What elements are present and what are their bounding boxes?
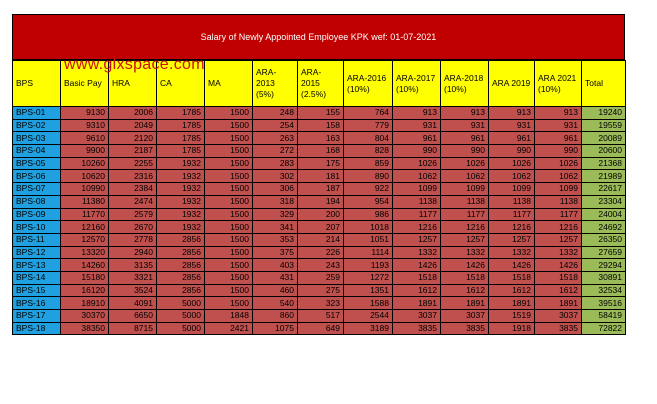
column-header: Total: [582, 61, 626, 107]
value-cell: 2049: [109, 119, 157, 132]
value-cell: 1138: [393, 195, 441, 208]
value-cell: 1500: [205, 259, 253, 272]
value-cell: 263: [253, 132, 298, 145]
total-cell: 19559: [582, 119, 626, 132]
value-cell: 931: [441, 119, 489, 132]
value-cell: 1272: [344, 271, 393, 284]
value-cell: 353: [253, 233, 298, 246]
value-cell: 2421: [205, 322, 253, 335]
value-cell: 764: [344, 107, 393, 120]
value-cell: 2778: [109, 233, 157, 246]
value-cell: 375: [253, 246, 298, 259]
value-cell: 1332: [489, 246, 535, 259]
value-cell: 3037: [393, 310, 441, 323]
value-cell: 1500: [205, 157, 253, 170]
value-cell: 931: [535, 119, 582, 132]
value-cell: 1932: [157, 221, 205, 234]
value-cell: 431: [253, 271, 298, 284]
value-cell: 10260: [61, 157, 109, 170]
value-cell: 3037: [535, 310, 582, 323]
value-cell: 1500: [205, 183, 253, 196]
total-cell: 27659: [582, 246, 626, 259]
value-cell: 860: [253, 310, 298, 323]
total-cell: 39516: [582, 297, 626, 310]
value-cell: 954: [344, 195, 393, 208]
table-row: [13, 107, 626, 120]
value-cell: 1588: [344, 297, 393, 310]
value-cell: 1891: [535, 297, 582, 310]
value-cell: 1216: [441, 221, 489, 234]
value-cell: 804: [344, 132, 393, 145]
value-cell: 11770: [61, 208, 109, 221]
bps-cell: BPS-01: [13, 107, 61, 120]
value-cell: 4091: [109, 297, 157, 310]
value-cell: 1216: [393, 221, 441, 234]
table-row: [13, 284, 626, 297]
value-cell: 1051: [344, 233, 393, 246]
value-cell: 12570: [61, 233, 109, 246]
column-header: BPS: [13, 61, 61, 107]
value-cell: 3135: [109, 259, 157, 272]
bps-cell: BPS-09: [13, 208, 61, 221]
value-cell: 922: [344, 183, 393, 196]
value-cell: 1500: [205, 170, 253, 183]
value-cell: 272: [253, 145, 298, 158]
total-cell: 58419: [582, 310, 626, 323]
bps-cell: BPS-06: [13, 170, 61, 183]
value-cell: 1500: [205, 208, 253, 221]
value-cell: 16120: [61, 284, 109, 297]
value-cell: 9900: [61, 145, 109, 158]
value-cell: 11380: [61, 195, 109, 208]
bps-cell: BPS-15: [13, 284, 61, 297]
table-row: [13, 271, 626, 284]
value-cell: 9130: [61, 107, 109, 120]
value-cell: 155: [298, 107, 344, 120]
value-cell: 5000: [157, 310, 205, 323]
value-cell: 9610: [61, 132, 109, 145]
value-cell: 403: [253, 259, 298, 272]
value-cell: 168: [298, 145, 344, 158]
value-cell: 1500: [205, 145, 253, 158]
value-cell: 3524: [109, 284, 157, 297]
column-header: ARA-2015 (2.5%): [298, 61, 344, 107]
table-body: [13, 107, 626, 335]
value-cell: 3835: [441, 322, 489, 335]
value-cell: 1351: [344, 284, 393, 297]
value-cell: 1257: [535, 233, 582, 246]
value-cell: 961: [535, 132, 582, 145]
table-row: [13, 119, 626, 132]
value-cell: 1500: [205, 233, 253, 246]
bps-cell: BPS-18: [13, 322, 61, 335]
value-cell: 1099: [393, 183, 441, 196]
value-cell: 2670: [109, 221, 157, 234]
value-cell: 248: [253, 107, 298, 120]
total-cell: 72822: [582, 322, 626, 335]
value-cell: 341: [253, 221, 298, 234]
value-cell: 1891: [441, 297, 489, 310]
bps-cell: BPS-12: [13, 246, 61, 259]
value-cell: 859: [344, 157, 393, 170]
column-header: ARA-2018 (10%): [441, 61, 489, 107]
table-row: [13, 246, 626, 259]
value-cell: 1518: [535, 271, 582, 284]
value-cell: 1177: [441, 208, 489, 221]
value-cell: 1018: [344, 221, 393, 234]
value-cell: 1426: [489, 259, 535, 272]
column-header: ARA-2017 (10%): [393, 61, 441, 107]
table-row: [13, 157, 626, 170]
bps-cell: BPS-13: [13, 259, 61, 272]
value-cell: 1332: [393, 246, 441, 259]
total-cell: 22617: [582, 183, 626, 196]
table-row: [13, 208, 626, 221]
table-row: [13, 183, 626, 196]
total-cell: 19240: [582, 107, 626, 120]
value-cell: 1918: [489, 322, 535, 335]
value-cell: 1099: [441, 183, 489, 196]
value-cell: 1500: [205, 271, 253, 284]
value-cell: 1332: [441, 246, 489, 259]
value-cell: 2316: [109, 170, 157, 183]
value-cell: 931: [393, 119, 441, 132]
value-cell: 931: [489, 119, 535, 132]
table-row: [13, 145, 626, 158]
value-cell: 2120: [109, 132, 157, 145]
column-header: ARA-2013 (5%): [253, 61, 298, 107]
value-cell: 1099: [489, 183, 535, 196]
value-cell: 540: [253, 297, 298, 310]
value-cell: 1932: [157, 208, 205, 221]
value-cell: 1932: [157, 170, 205, 183]
column-header: ARA-2016 (10%): [344, 61, 393, 107]
value-cell: 913: [441, 107, 489, 120]
value-cell: 1519: [489, 310, 535, 323]
value-cell: 181: [298, 170, 344, 183]
value-cell: 1257: [441, 233, 489, 246]
value-cell: 10990: [61, 183, 109, 196]
column-header: HRA: [109, 61, 157, 107]
value-cell: 1500: [205, 284, 253, 297]
column-header: ARA 2021 (10%): [535, 61, 582, 107]
column-header: Basic Pay: [61, 61, 109, 107]
value-cell: 12160: [61, 221, 109, 234]
total-cell: 32534: [582, 284, 626, 297]
table-row: [13, 195, 626, 208]
value-cell: 961: [393, 132, 441, 145]
value-cell: 323: [298, 297, 344, 310]
value-cell: 1500: [205, 297, 253, 310]
bps-cell: BPS-02: [13, 119, 61, 132]
value-cell: 2856: [157, 246, 205, 259]
value-cell: 1518: [489, 271, 535, 284]
value-cell: 1500: [205, 132, 253, 145]
total-cell: 30891: [582, 271, 626, 284]
value-cell: 1848: [205, 310, 253, 323]
value-cell: 1026: [535, 157, 582, 170]
value-cell: 2384: [109, 183, 157, 196]
salary-sheet: [12, 14, 625, 335]
value-cell: 5000: [157, 297, 205, 310]
value-cell: 1785: [157, 107, 205, 120]
value-cell: 13320: [61, 246, 109, 259]
value-cell: 2255: [109, 157, 157, 170]
value-cell: 1216: [489, 221, 535, 234]
table-row: [13, 170, 626, 183]
value-cell: 15180: [61, 271, 109, 284]
value-cell: 194: [298, 195, 344, 208]
value-cell: 275: [298, 284, 344, 297]
value-cell: 1257: [489, 233, 535, 246]
value-cell: 2187: [109, 145, 157, 158]
table-row: [13, 132, 626, 145]
value-cell: 163: [298, 132, 344, 145]
column-header: ARA 2019: [489, 61, 535, 107]
bps-cell: BPS-17: [13, 310, 61, 323]
value-cell: 1332: [535, 246, 582, 259]
value-cell: 2474: [109, 195, 157, 208]
value-cell: 1891: [393, 297, 441, 310]
value-cell: 5000: [157, 322, 205, 335]
value-cell: 1177: [489, 208, 535, 221]
value-cell: 1075: [253, 322, 298, 335]
value-cell: 2856: [157, 271, 205, 284]
value-cell: 961: [441, 132, 489, 145]
value-cell: 2579: [109, 208, 157, 221]
value-cell: 1426: [393, 259, 441, 272]
value-cell: 329: [253, 208, 298, 221]
value-cell: 1138: [489, 195, 535, 208]
value-cell: 1932: [157, 157, 205, 170]
value-cell: 2856: [157, 259, 205, 272]
value-cell: 2856: [157, 233, 205, 246]
value-cell: 990: [489, 145, 535, 158]
value-cell: 460: [253, 284, 298, 297]
bps-cell: BPS-11: [13, 233, 61, 246]
value-cell: 306: [253, 183, 298, 196]
value-cell: 1177: [393, 208, 441, 221]
value-cell: 3189: [344, 322, 393, 335]
value-cell: 158: [298, 119, 344, 132]
value-cell: 1062: [393, 170, 441, 183]
table-row: [13, 297, 626, 310]
value-cell: 1138: [535, 195, 582, 208]
value-cell: 1518: [441, 271, 489, 284]
total-cell: 24004: [582, 208, 626, 221]
value-cell: 1518: [393, 271, 441, 284]
table-row: [13, 233, 626, 246]
value-cell: 1193: [344, 259, 393, 272]
column-header: CA: [157, 61, 205, 107]
value-cell: 2006: [109, 107, 157, 120]
bps-cell: BPS-04: [13, 145, 61, 158]
value-cell: 1138: [441, 195, 489, 208]
value-cell: 990: [535, 145, 582, 158]
value-cell: 1500: [205, 119, 253, 132]
value-cell: 1612: [535, 284, 582, 297]
value-cell: 3321: [109, 271, 157, 284]
value-cell: 1062: [441, 170, 489, 183]
value-cell: 1932: [157, 183, 205, 196]
value-cell: 226: [298, 246, 344, 259]
total-cell: 21368: [582, 157, 626, 170]
value-cell: 779: [344, 119, 393, 132]
value-cell: 1062: [535, 170, 582, 183]
value-cell: 14260: [61, 259, 109, 272]
bps-cell: BPS-05: [13, 157, 61, 170]
value-cell: 9310: [61, 119, 109, 132]
value-cell: 913: [489, 107, 535, 120]
sheet-title-bar: [12, 14, 625, 60]
value-cell: 890: [344, 170, 393, 183]
value-cell: 200: [298, 208, 344, 221]
value-cell: 1026: [441, 157, 489, 170]
value-cell: 1500: [205, 107, 253, 120]
value-cell: 1785: [157, 119, 205, 132]
value-cell: 1099: [535, 183, 582, 196]
value-cell: 1891: [489, 297, 535, 310]
value-cell: 187: [298, 183, 344, 196]
bps-cell: BPS-07: [13, 183, 61, 196]
value-cell: 318: [253, 195, 298, 208]
table-row: [13, 259, 626, 272]
value-cell: 2940: [109, 246, 157, 259]
value-cell: 990: [393, 145, 441, 158]
value-cell: 1216: [535, 221, 582, 234]
value-cell: 243: [298, 259, 344, 272]
value-cell: 1426: [441, 259, 489, 272]
value-cell: 283: [253, 157, 298, 170]
value-cell: 214: [298, 233, 344, 246]
total-cell: 26350: [582, 233, 626, 246]
sheet-title: Salary of Newly Appointed Employee KPK wef: 01-07-2021: [200, 32, 437, 42]
value-cell: 10620: [61, 170, 109, 183]
salary-table: [12, 60, 626, 335]
value-cell: 1932: [157, 195, 205, 208]
value-cell: 3835: [393, 322, 441, 335]
value-cell: 1612: [489, 284, 535, 297]
value-cell: 30370: [61, 310, 109, 323]
value-cell: 6650: [109, 310, 157, 323]
value-cell: 1500: [205, 246, 253, 259]
table-row: [13, 221, 626, 234]
value-cell: 259: [298, 271, 344, 284]
value-cell: 986: [344, 208, 393, 221]
value-cell: 1785: [157, 132, 205, 145]
bps-cell: BPS-08: [13, 195, 61, 208]
value-cell: 38350: [61, 322, 109, 335]
value-cell: 3037: [441, 310, 489, 323]
value-cell: 1257: [393, 233, 441, 246]
bps-cell: BPS-16: [13, 297, 61, 310]
table-row: [13, 310, 626, 323]
total-cell: 24692: [582, 221, 626, 234]
value-cell: 517: [298, 310, 344, 323]
value-cell: 1026: [489, 157, 535, 170]
value-cell: 1612: [441, 284, 489, 297]
value-cell: 913: [393, 107, 441, 120]
value-cell: 1500: [205, 195, 253, 208]
watermark-text: www.glxspace.com: [64, 56, 205, 73]
value-cell: 1177: [535, 208, 582, 221]
value-cell: 18910: [61, 297, 109, 310]
total-cell: 29294: [582, 259, 626, 272]
value-cell: 1114: [344, 246, 393, 259]
bps-cell: BPS-03: [13, 132, 61, 145]
bps-cell: BPS-14: [13, 271, 61, 284]
value-cell: 254: [253, 119, 298, 132]
table-row: [13, 322, 626, 335]
value-cell: 1426: [535, 259, 582, 272]
bps-cell: BPS-10: [13, 221, 61, 234]
value-cell: 8715: [109, 322, 157, 335]
value-cell: 961: [489, 132, 535, 145]
value-cell: 649: [298, 322, 344, 335]
value-cell: 913: [535, 107, 582, 120]
total-cell: 23304: [582, 195, 626, 208]
column-header: MA: [205, 61, 253, 107]
value-cell: 1062: [489, 170, 535, 183]
value-cell: 1500: [205, 221, 253, 234]
value-cell: 3835: [535, 322, 582, 335]
total-cell: 21989: [582, 170, 626, 183]
value-cell: 828: [344, 145, 393, 158]
value-cell: 175: [298, 157, 344, 170]
value-cell: 1785: [157, 145, 205, 158]
total-cell: 20089: [582, 132, 626, 145]
value-cell: 302: [253, 170, 298, 183]
value-cell: 1612: [393, 284, 441, 297]
total-cell: 20600: [582, 145, 626, 158]
value-cell: 2544: [344, 310, 393, 323]
value-cell: 2856: [157, 284, 205, 297]
value-cell: 1026: [393, 157, 441, 170]
value-cell: 207: [298, 221, 344, 234]
value-cell: 990: [441, 145, 489, 158]
